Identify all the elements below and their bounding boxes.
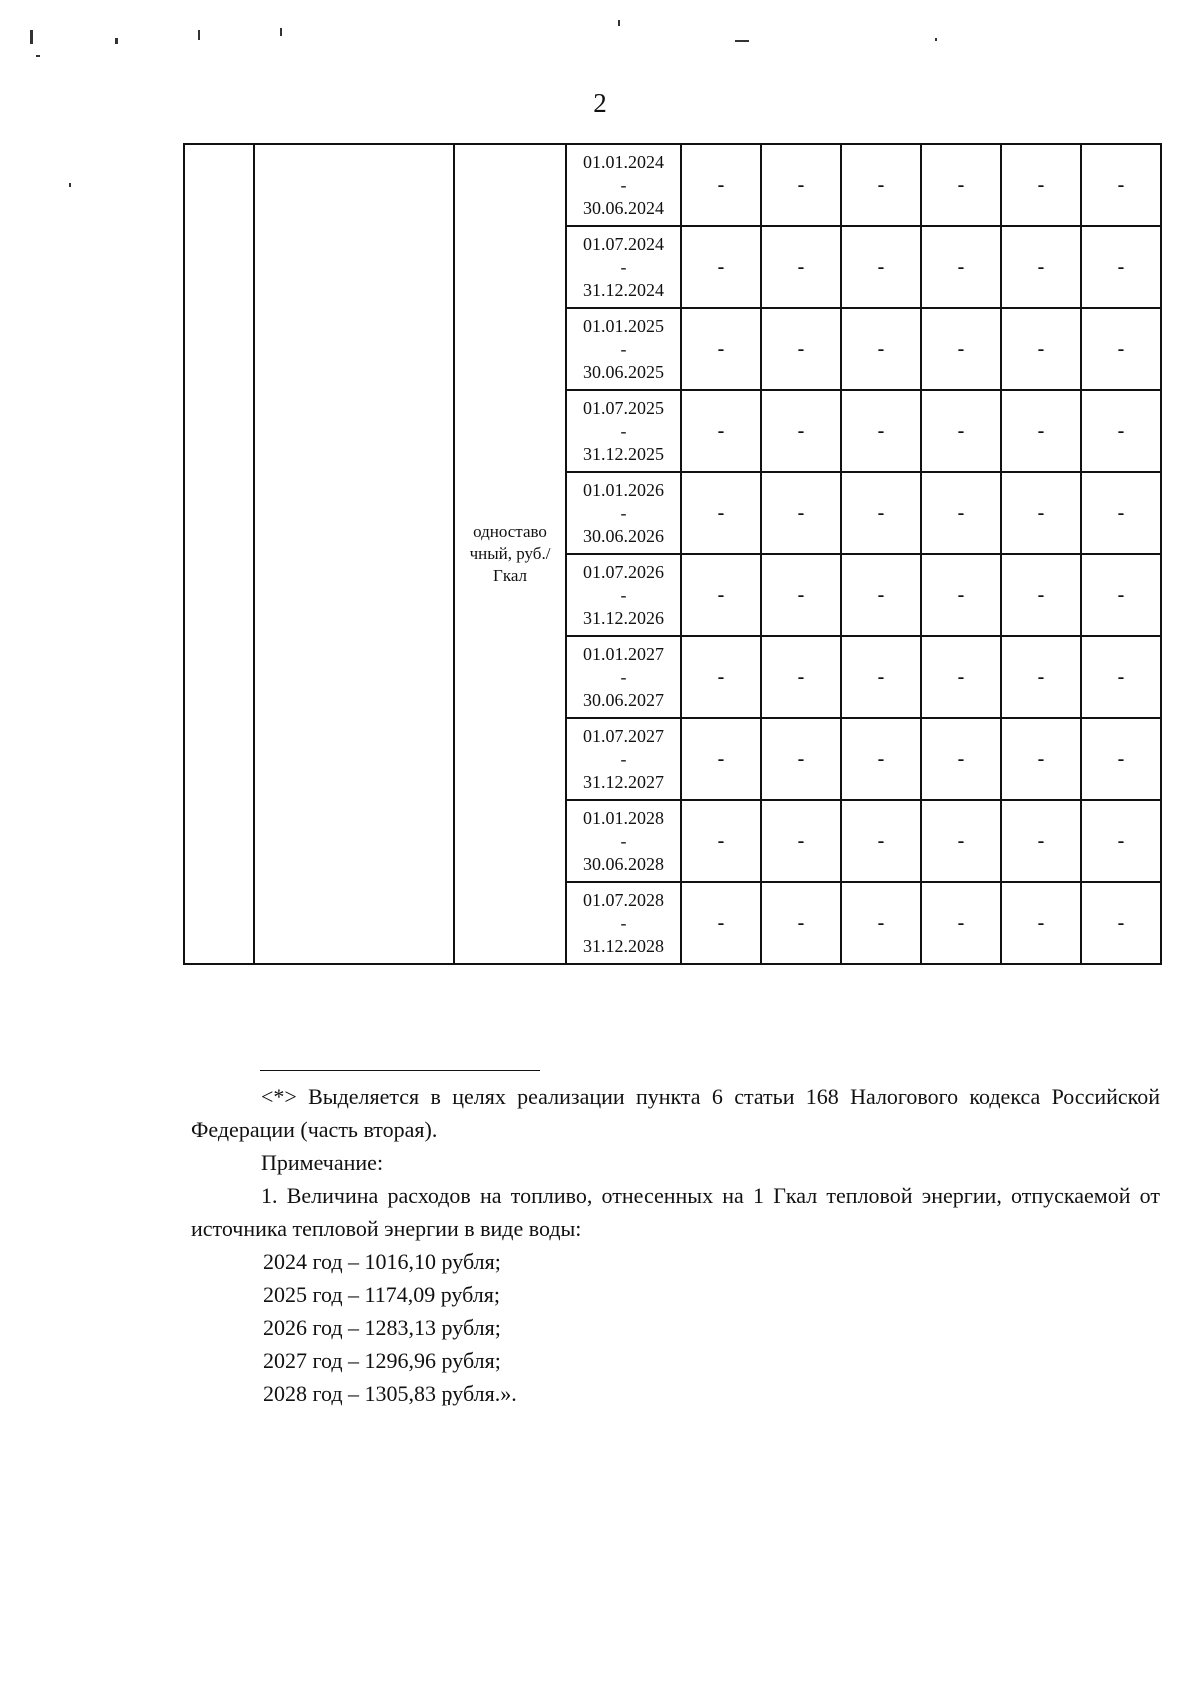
tariff-value-cell: - (921, 800, 1001, 882)
fuel-cost-list (191, 1245, 1160, 1410)
period-end: 31.12.2025 (583, 443, 664, 464)
tariff-value-cell: - (921, 554, 1001, 636)
scan-artifact (69, 183, 71, 187)
tariff-value-cell: - (921, 718, 1001, 800)
period-cell (566, 800, 681, 882)
tariff-value-cell: - (921, 882, 1001, 964)
period-end: 31.12.2024 (583, 279, 664, 300)
tariff-value-cell: - (681, 882, 761, 964)
tariff-value-cell: - (761, 144, 841, 226)
empty-cell-number (184, 144, 254, 964)
tariff-value-cell: - (1001, 554, 1081, 636)
scan-artifact (735, 40, 749, 42)
table-row (184, 144, 1161, 226)
tariff-value-cell: - (1081, 554, 1161, 636)
tariff-value-cell: - (921, 636, 1001, 718)
tariff-value-cell: - (1081, 636, 1161, 718)
tariff-value-cell: - (681, 554, 761, 636)
scan-artifact (280, 28, 282, 36)
period-start: 01.01.2026 (583, 479, 664, 500)
tariff-unit-cell: одноставо чный, руб./Гкал (454, 144, 566, 964)
tariff-value-cell: - (841, 800, 921, 882)
fuel-cost-line: 2028 год – 1305,83 рубля.». (263, 1381, 517, 1406)
tariff-value-cell: - (921, 390, 1001, 472)
tariff-value-cell: - (841, 882, 921, 964)
tariff-value-cell: - (1081, 308, 1161, 390)
notes-section (191, 1070, 1160, 1410)
scan-artifact (198, 30, 200, 40)
tariff-value-cell: - (1001, 226, 1081, 308)
tariff-value-cell: - (921, 308, 1001, 390)
tariff-value-cell: - (1081, 144, 1161, 226)
tariff-table (183, 143, 1162, 965)
tariff-value-cell: - (841, 554, 921, 636)
period-cell (566, 226, 681, 308)
tariff-value-cell: - (1001, 800, 1081, 882)
period-end: 31.12.2026 (583, 607, 664, 628)
period-start: 01.01.2027 (583, 643, 664, 664)
tariff-value-cell: - (761, 226, 841, 308)
note-item: 1. Величина расходов на топливо, отнесенных на 1 Гкал тепловой энергии, отпускаемой от источника тепловой энергии в виде воды: (191, 1183, 1160, 1241)
tariff-value-cell: - (761, 636, 841, 718)
tariff-value-cell: - (1001, 472, 1081, 554)
fuel-cost-line: 2024 год – 1016,10 рубля; (263, 1249, 501, 1274)
fuel-cost-line: 2026 год – 1283,13 рубля; (263, 1315, 501, 1340)
tariff-value-cell: - (761, 800, 841, 882)
tariff-value-cell: - (761, 472, 841, 554)
period-end: 30.06.2026 (583, 525, 664, 546)
tariff-value-cell: - (841, 226, 921, 308)
tariff-value-cell: - (1081, 226, 1161, 308)
period-separator: - (620, 666, 627, 687)
period-cell (566, 472, 681, 554)
tariff-value-cell: - (921, 144, 1001, 226)
period-start: 01.01.2025 (583, 315, 664, 336)
tariff-value-cell: - (1081, 718, 1161, 800)
tariff-value-cell: - (681, 308, 761, 390)
tariff-value-cell: - (681, 390, 761, 472)
tariff-value-cell: - (681, 800, 761, 882)
tariff-value-cell: - (841, 308, 921, 390)
footnote-text: <*> Выделяется в целях реализации пункта 6 статьи 168 Налогового кодекса Российской Федерации (часть вторая). (191, 1084, 1160, 1142)
tariff-value-cell: - (1001, 636, 1081, 718)
scan-artifact (935, 38, 937, 41)
tariff-table-body (184, 144, 1161, 964)
period-end: 30.06.2027 (583, 689, 664, 710)
period-start: 01.01.2028 (583, 807, 664, 828)
tariff-value-cell: - (841, 718, 921, 800)
page-number: 2 (593, 88, 607, 118)
tariff-value-cell: - (1001, 882, 1081, 964)
scan-artifact (30, 30, 33, 44)
period-separator: - (620, 502, 627, 523)
tariff-value-cell: - (1081, 800, 1161, 882)
period-separator: - (620, 338, 627, 359)
tariff-value-cell: - (761, 308, 841, 390)
tariff-value-cell: - (1001, 308, 1081, 390)
period-separator: - (620, 748, 627, 769)
tariff-value-cell: - (681, 718, 761, 800)
tariff-value-cell: - (681, 144, 761, 226)
period-end: 30.06.2025 (583, 361, 664, 382)
period-cell (566, 308, 681, 390)
period-separator: - (620, 420, 627, 441)
tariff-value-cell: - (761, 390, 841, 472)
tariff-value-cell: - (681, 472, 761, 554)
tariff-value-cell: - (681, 636, 761, 718)
tariff-value-cell: - (1081, 390, 1161, 472)
tariff-value-cell: - (1081, 882, 1161, 964)
period-cell (566, 554, 681, 636)
tariff-value-cell: - (1001, 390, 1081, 472)
period-start: 01.07.2028 (583, 889, 664, 910)
period-end: 30.06.2028 (583, 853, 664, 874)
period-end: 31.12.2028 (583, 935, 664, 956)
scan-artifact (36, 55, 40, 57)
empty-cell-name (254, 144, 454, 964)
tariff-value-cell: - (761, 718, 841, 800)
period-cell (566, 144, 681, 226)
tariff-value-cell: - (921, 226, 1001, 308)
tariff-value-cell: - (841, 144, 921, 226)
period-separator: - (620, 584, 627, 605)
tariff-value-cell: - (1001, 718, 1081, 800)
tariff-value-cell: - (841, 472, 921, 554)
period-separator: - (620, 256, 627, 277)
tariff-value-cell: - (1081, 472, 1161, 554)
tariff-value-cell: - (761, 554, 841, 636)
period-start: 01.07.2026 (583, 561, 664, 582)
period-start: 01.07.2025 (583, 397, 664, 418)
period-separator: - (620, 912, 627, 933)
period-cell (566, 636, 681, 718)
period-cell (566, 882, 681, 964)
fuel-cost-line: 2027 год – 1296,96 рубля; (263, 1348, 501, 1373)
period-end: 31.12.2027 (583, 771, 664, 792)
period-start: 01.01.2024 (583, 151, 664, 172)
period-cell (566, 718, 681, 800)
period-separator: - (620, 830, 627, 851)
scan-artifact (115, 38, 118, 44)
tariff-value-cell: - (841, 636, 921, 718)
period-start: 01.07.2027 (583, 725, 664, 746)
period-start: 01.07.2024 (583, 233, 664, 254)
period-cell (566, 390, 681, 472)
period-end: 30.06.2024 (583, 197, 664, 218)
tariff-value-cell: - (761, 882, 841, 964)
period-separator: - (620, 174, 627, 195)
scan-artifact (618, 20, 620, 26)
tariff-value-cell: - (1001, 144, 1081, 226)
fuel-cost-line: 2025 год – 1174,09 рубля; (263, 1282, 500, 1307)
tariff-value-cell: - (921, 472, 1001, 554)
tariff-value-cell: - (841, 390, 921, 472)
note-heading: Примечание: (261, 1150, 384, 1175)
tariff-value-cell: - (681, 226, 761, 308)
